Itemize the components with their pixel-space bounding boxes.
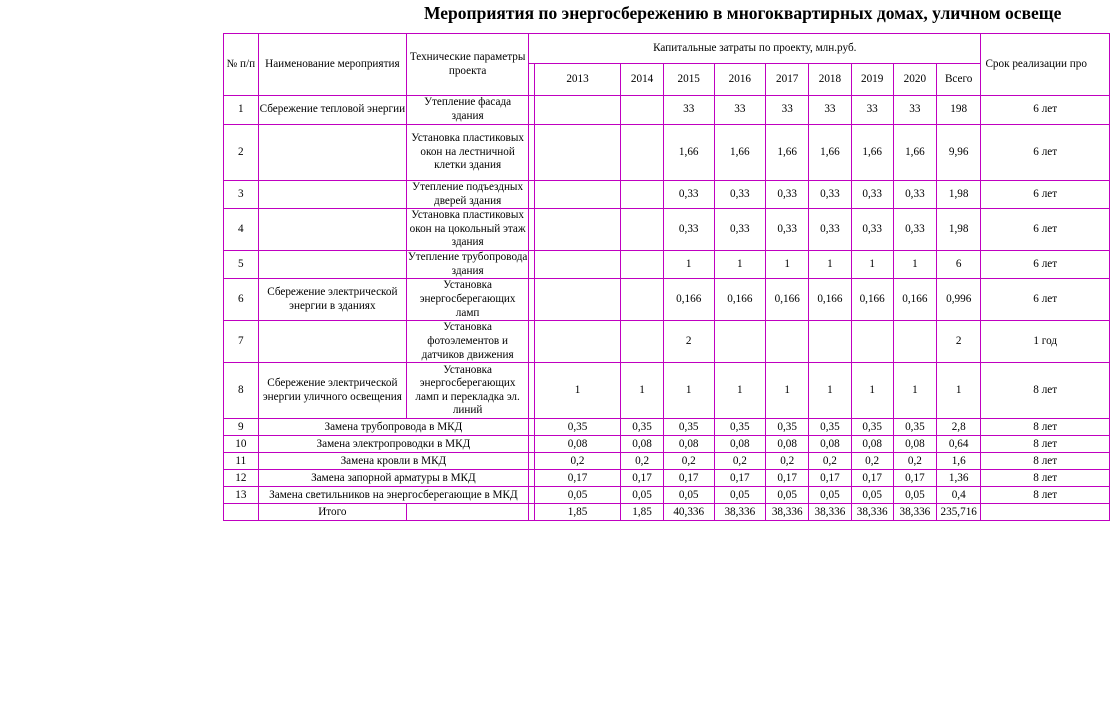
cost-value: 0,05 [809, 487, 851, 504]
cost-value: 33 [663, 96, 714, 125]
term-value: 8 лет [981, 470, 1110, 487]
row-number: 9 [224, 419, 259, 436]
tech-params: Установка энергосберегающих ламп и перекладка эл. линий [407, 363, 529, 419]
cost-value: 0,17 [621, 470, 664, 487]
tech-params: Установка энергосберегающих ламп [407, 279, 529, 321]
cost-value: 0,33 [893, 181, 936, 209]
cost-value: 1 [893, 251, 936, 279]
cost-value: 1,6 [936, 453, 980, 470]
cost-value: 0,33 [714, 209, 766, 251]
energy-measures-table [223, 33, 1110, 521]
total-row [224, 504, 1110, 521]
row-number: 7 [224, 321, 259, 363]
table-row [224, 419, 1110, 436]
cost-value: 1 [663, 363, 714, 419]
cost-value: 0,33 [809, 209, 851, 251]
tech-params: Утепление фасада здания [407, 96, 529, 125]
cost-value: 0,166 [766, 279, 809, 321]
cost-value: 0,33 [809, 181, 851, 209]
cost-value: 1 [893, 363, 936, 419]
table-row [224, 96, 1110, 125]
cost-value: 0,17 [766, 470, 809, 487]
row-number: 4 [224, 209, 259, 251]
measure-name: Замена запорной арматуры в МКД [258, 470, 528, 487]
cost-value [534, 279, 621, 321]
year-header: 2015 [663, 64, 714, 96]
cost-value: 0,2 [621, 453, 664, 470]
cost-value: 0,35 [534, 419, 621, 436]
cost-value: 0,2 [766, 453, 809, 470]
cost-value: 0,33 [714, 181, 766, 209]
cost-value: 33 [851, 96, 893, 125]
row-number: 8 [224, 363, 259, 419]
measure-name: Сбережение электрической энергии уличного освещения [258, 363, 406, 419]
tech-params: Установка пластиковых окон на цокольный этаж здания [407, 209, 529, 251]
cost-value: 1 [766, 251, 809, 279]
cost-value: 1,66 [663, 125, 714, 181]
row-number: 3 [224, 181, 259, 209]
row-number: 13 [224, 487, 259, 504]
cost-value [766, 321, 809, 363]
table-row [224, 251, 1110, 279]
term-value: 1 год [981, 321, 1110, 363]
total-value: 38,336 [851, 504, 893, 521]
cost-value: 0,33 [766, 209, 809, 251]
cost-value: 0,05 [663, 487, 714, 504]
measure-name: Замена электропроводки в МКД [258, 436, 528, 453]
cost-value: 0,35 [621, 419, 664, 436]
measure-name: Сбережение электрической энергии в зданиях [258, 279, 406, 321]
cost-value: 1,66 [809, 125, 851, 181]
cost-value: 0,2 [893, 453, 936, 470]
table-row [224, 487, 1110, 504]
cost-value [534, 181, 621, 209]
cost-value: 0,35 [766, 419, 809, 436]
header-term: Срок реализации про [981, 34, 1110, 96]
cost-value [534, 321, 621, 363]
cost-value: 0,33 [851, 181, 893, 209]
row-number: 12 [224, 470, 259, 487]
year-header: 2018 [809, 64, 851, 96]
measure-name [258, 321, 406, 363]
total-label: Итого [258, 504, 406, 521]
cost-value: 0,17 [851, 470, 893, 487]
cost-value: 0,33 [663, 209, 714, 251]
cost-value: 1 [766, 363, 809, 419]
row-number: 2 [224, 125, 259, 181]
cost-value: 0,2 [714, 453, 766, 470]
empty-cell [224, 504, 259, 521]
cost-value: 0,05 [893, 487, 936, 504]
header-capital: Капитальные затраты по проекту, млн.руб. [529, 34, 981, 64]
total-value: 1,85 [534, 504, 621, 521]
total-value: 38,336 [809, 504, 851, 521]
cost-value: 0,33 [851, 209, 893, 251]
cost-value: 0,08 [766, 436, 809, 453]
measure-name: Замена светильников на энергосберегающие в МКД [258, 487, 528, 504]
year-header: 2016 [714, 64, 766, 96]
year-header: 2014 [621, 64, 664, 96]
cost-value: 0,08 [621, 436, 664, 453]
cost-value: 6 [936, 251, 980, 279]
header-name: Наименование мероприятия [258, 34, 406, 96]
cost-value: 1 [936, 363, 980, 419]
cost-value [534, 125, 621, 181]
measure-name: Замена трубопровода в МКД [258, 419, 528, 436]
cost-value [534, 251, 621, 279]
table-row [224, 279, 1110, 321]
cost-value: 198 [936, 96, 980, 125]
year-header: 2019 [851, 64, 893, 96]
term-value: 6 лет [981, 181, 1110, 209]
cost-value: 0,2 [809, 453, 851, 470]
cost-value: 0,35 [809, 419, 851, 436]
cost-value: 0,05 [851, 487, 893, 504]
cost-value: 0,2 [663, 453, 714, 470]
table-row [224, 363, 1110, 419]
cost-value: 1,66 [766, 125, 809, 181]
total-value: 38,336 [714, 504, 766, 521]
cost-value: 0,166 [714, 279, 766, 321]
cost-value: 1 [809, 251, 851, 279]
cost-value: 0,2 [851, 453, 893, 470]
header-num: № п/п [224, 34, 259, 96]
cost-value [621, 251, 664, 279]
measure-name: Сбережение тепловой энергии [258, 96, 406, 125]
cost-value: 1 [809, 363, 851, 419]
cost-value: 0,35 [663, 419, 714, 436]
cost-value: 0,166 [809, 279, 851, 321]
cost-value: 0,166 [851, 279, 893, 321]
cost-value: 1 [621, 363, 664, 419]
cost-value: 0,35 [893, 419, 936, 436]
cost-value: 0,05 [534, 487, 621, 504]
table-row [224, 470, 1110, 487]
total-value: 38,336 [766, 504, 809, 521]
cost-value: 9,96 [936, 125, 980, 181]
table-row [224, 436, 1110, 453]
cost-value: 0,17 [663, 470, 714, 487]
measure-name [258, 125, 406, 181]
cost-value: 1 [534, 363, 621, 419]
cost-value [621, 96, 664, 125]
term-value: 8 лет [981, 453, 1110, 470]
cost-value: 33 [809, 96, 851, 125]
header-params: Технические параметры проекта [407, 34, 529, 96]
cost-value [534, 209, 621, 251]
term-value: 6 лет [981, 209, 1110, 251]
cost-value: 0,08 [893, 436, 936, 453]
table-row [224, 209, 1110, 251]
row-number: 5 [224, 251, 259, 279]
measure-name [258, 251, 406, 279]
cost-value: 1,98 [936, 181, 980, 209]
cost-value: 33 [893, 96, 936, 125]
term-value: 6 лет [981, 279, 1110, 321]
row-number: 10 [224, 436, 259, 453]
cost-value: 0,08 [809, 436, 851, 453]
term-value: 8 лет [981, 419, 1110, 436]
table-row [224, 181, 1110, 209]
tech-params: Утепление подъездных дверей здания [407, 181, 529, 209]
cost-value: 0,166 [663, 279, 714, 321]
cost-value: 33 [766, 96, 809, 125]
total-value: 38,336 [893, 504, 936, 521]
tech-params: Установка фотоэлементов и датчиков движения [407, 321, 529, 363]
cost-value: 1 [663, 251, 714, 279]
row-number: 1 [224, 96, 259, 125]
cost-value: 1,36 [936, 470, 980, 487]
table-row [224, 125, 1110, 181]
total-value: 235,716 [936, 504, 980, 521]
cost-value: 0,35 [714, 419, 766, 436]
empty-cell [407, 504, 529, 521]
term-value: 6 лет [981, 125, 1110, 181]
row-number: 6 [224, 279, 259, 321]
cost-value [534, 96, 621, 125]
cost-value: 0,08 [534, 436, 621, 453]
cost-value [893, 321, 936, 363]
cost-value: 0,996 [936, 279, 980, 321]
cost-value: 2,8 [936, 419, 980, 436]
term-value: 6 лет [981, 251, 1110, 279]
cost-value: 1,66 [851, 125, 893, 181]
cost-value: 0,64 [936, 436, 980, 453]
cost-value: 1,66 [893, 125, 936, 181]
cost-value: 0,08 [851, 436, 893, 453]
term-value: 8 лет [981, 363, 1110, 419]
table-row [224, 453, 1110, 470]
year-header: 2020 [893, 64, 936, 96]
total-value: 1,85 [621, 504, 664, 521]
year-header: Всего [936, 64, 980, 96]
cost-value: 0,05 [621, 487, 664, 504]
cost-value [621, 209, 664, 251]
cost-value: 2 [936, 321, 980, 363]
table-row [224, 321, 1110, 363]
empty-cell [981, 504, 1110, 521]
cost-value: 0,05 [714, 487, 766, 504]
term-value: 6 лет [981, 96, 1110, 125]
row-number: 11 [224, 453, 259, 470]
cost-value: 0,33 [766, 181, 809, 209]
cost-value: 0,2 [534, 453, 621, 470]
cost-value: 2 [663, 321, 714, 363]
cost-value: 0,35 [851, 419, 893, 436]
cost-value [621, 279, 664, 321]
tech-params: Установка пластиковых окон на лестничной клетки здания [407, 125, 529, 181]
measure-name: Замена кровли в МКД [258, 453, 528, 470]
measure-name [258, 181, 406, 209]
cost-value: 0,17 [714, 470, 766, 487]
cost-value: 0,33 [893, 209, 936, 251]
measure-name [258, 209, 406, 251]
year-header: 2017 [766, 64, 809, 96]
cost-value: 0,08 [663, 436, 714, 453]
page-title: Мероприятия по энергосбережению в многоквартирных домах, уличном освеще [424, 3, 1062, 23]
cost-value: 0,17 [809, 470, 851, 487]
cost-value: 0,166 [893, 279, 936, 321]
cost-value: 0,4 [936, 487, 980, 504]
cost-value: 0,05 [766, 487, 809, 504]
cost-value [851, 321, 893, 363]
cost-value: 1 [851, 251, 893, 279]
cost-value: 1 [714, 363, 766, 419]
cost-value: 1,66 [714, 125, 766, 181]
cost-value: 0,17 [893, 470, 936, 487]
cost-value [714, 321, 766, 363]
cost-value: 1 [714, 251, 766, 279]
cost-value [809, 321, 851, 363]
year-header: 2013 [534, 64, 621, 96]
cost-value: 1 [851, 363, 893, 419]
total-value: 40,336 [663, 504, 714, 521]
cost-value: 0,33 [663, 181, 714, 209]
cost-value: 1,98 [936, 209, 980, 251]
tech-params: Утепление трубопровода здания [407, 251, 529, 279]
cost-value [621, 181, 664, 209]
cost-value [621, 125, 664, 181]
cost-value: 33 [714, 96, 766, 125]
cost-value: 0,17 [534, 470, 621, 487]
term-value: 8 лет [981, 436, 1110, 453]
cost-value: 0,08 [714, 436, 766, 453]
cost-value [621, 321, 664, 363]
term-value: 8 лет [981, 487, 1110, 504]
